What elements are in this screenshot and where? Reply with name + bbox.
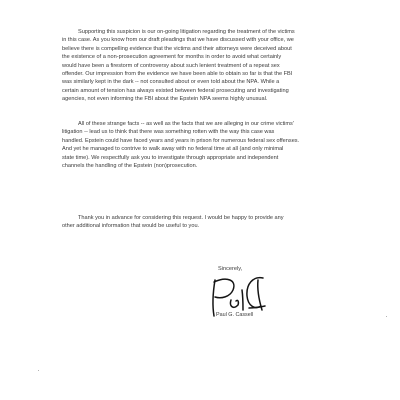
scan-speck <box>38 370 39 371</box>
letter-paragraph-3: Thank you in advance for considering this request. I would be happy to provide any other additional information that would be useful to you. <box>62 215 284 230</box>
letter-paragraph-2: All of these strange facts -- as well as the facts that we are alleging in our crime victims' litigation -- lead us to think that there was something rotten with the way this case was handled. Epstein could have faced years and years in prison for numerous federal sex offenses. And yet he managed to contrive to walk away with no federal time at all (and only minimal state time). We respectfully ask you to investigate through appropriate and independent channels the handling of the Epstein (non)prosecution. <box>62 121 300 170</box>
scan-speck <box>386 316 387 317</box>
signer-name: Paul G. Cassell <box>216 312 254 318</box>
letter-paragraph-1: Supporting this suspicion is our on-going litigation regarding the treatment of the victims in this case. As you know from our draft pleadings that we have discussed with your office, we believe there is compelling evidence that the victims and their attorneys were deceived about the existence of a non-prosecution agreement for months in order to avoid what certainly would have been a firestorm of controversy about such lenient treatment of a repeat sex offender. Our impression from the evidence we have been able to obtain so far is that the FBI was similarly kept in the dark -- not consulted about or even told about the NPA. While a certain amount of tension has always existed between federal prosecuting and investigating agencies, not even informing the FBI about the Epstein NPA seems highly unusual. <box>62 29 295 103</box>
letter-closing: Sincerely, <box>218 266 243 272</box>
